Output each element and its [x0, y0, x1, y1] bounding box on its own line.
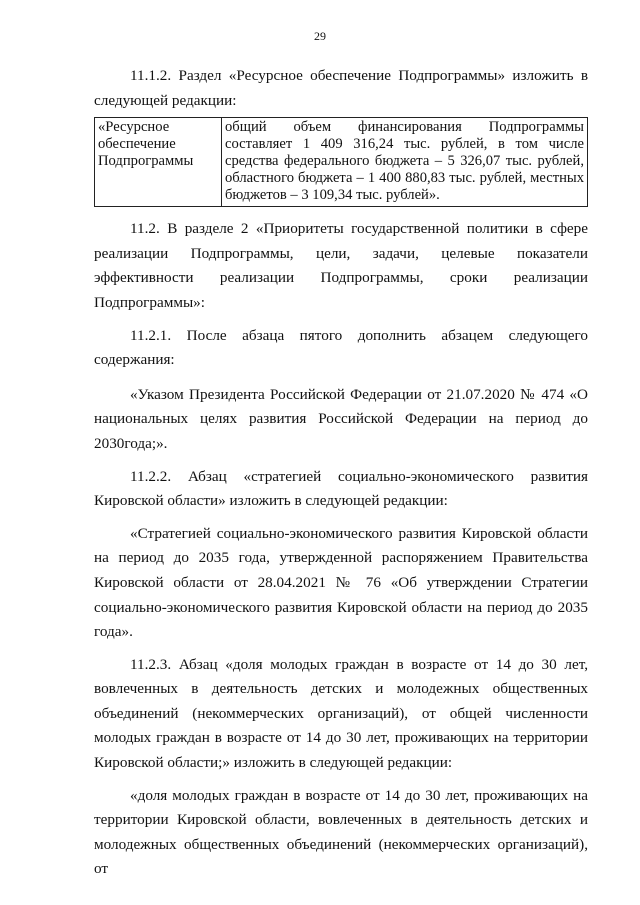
paragraph-11-1-2: 11.1.2. Раздел «Ресурсное обеспечение Подпрограммы» изложить в следующей редакции:	[94, 67, 588, 109]
paragraph-quote-youth-share: «доля молодых граждан в возрасте от 14 до 30 лет, проживающих на территории Кировской области, вовлеченных в деятельность детских и молодежных общественных объединений (некоммерческих организаций), от	[94, 786, 588, 878]
paragraph-quote-strategy: «Стратегией социально-экономического развития Кировской области на период до 2035 года, утвержденной распоряжением Правительства Кировской области от 28.04.2021 № 76 «Об утверждении Стратегии социально-экономического развития Кировской области на период до 2035 года».	[94, 524, 588, 641]
table-cell-value: общий объем финансирования Подпрограммы составляет 1 409 316,24 тыс. рублей, в том числе средства федерального бюджета – 5 326,07 тыс. рублей, областного бюджета – 1 400 880,83 тыс. рублей, местных бюджетов – 3 109,34 тыс. рублей».	[222, 118, 588, 207]
resource-table	[94, 117, 588, 207]
table-row	[95, 118, 588, 207]
document-body	[94, 64, 588, 882]
page-number: 29	[314, 29, 326, 43]
paragraph-11-2-3: 11.2.3. Абзац «доля молодых граждан в возрасте от 14 до 30 лет, вовлеченных в деятельность детских и молодежных общественных объединений (некоммерческих организаций), от общей численности молодых граждан в возрасте от 14 до 30 лет, проживающих на территории Кировской области;» изложить в следующей редакции:	[94, 655, 588, 772]
paragraph-quote-decree: «Указом Президента Российской Федерации от 21.07.2020 № 474 «О национальных целях развития Российской Федерации на период до 2030года;».	[94, 385, 588, 452]
paragraph-11-2-1: 11.2.1. После абзаца пятого дополнить абзацем следующего содержания:	[94, 326, 588, 369]
paragraph-11-2-2: 11.2.2. Абзац «стратегией социально-экономического развития Кировской области» изложить в следующей редакции:	[94, 467, 588, 510]
table-cell-label: «Ресурсное обеспечение Подпрограммы	[95, 118, 222, 207]
paragraph-11-2: 11.2. В разделе 2 «Приоритеты государственной политики в сфере реализации Подпрограммы, цели, задачи, целевые показатели эффективности реализации Подпрограммы, сроки реализации Подпрограммы»:	[94, 220, 588, 311]
